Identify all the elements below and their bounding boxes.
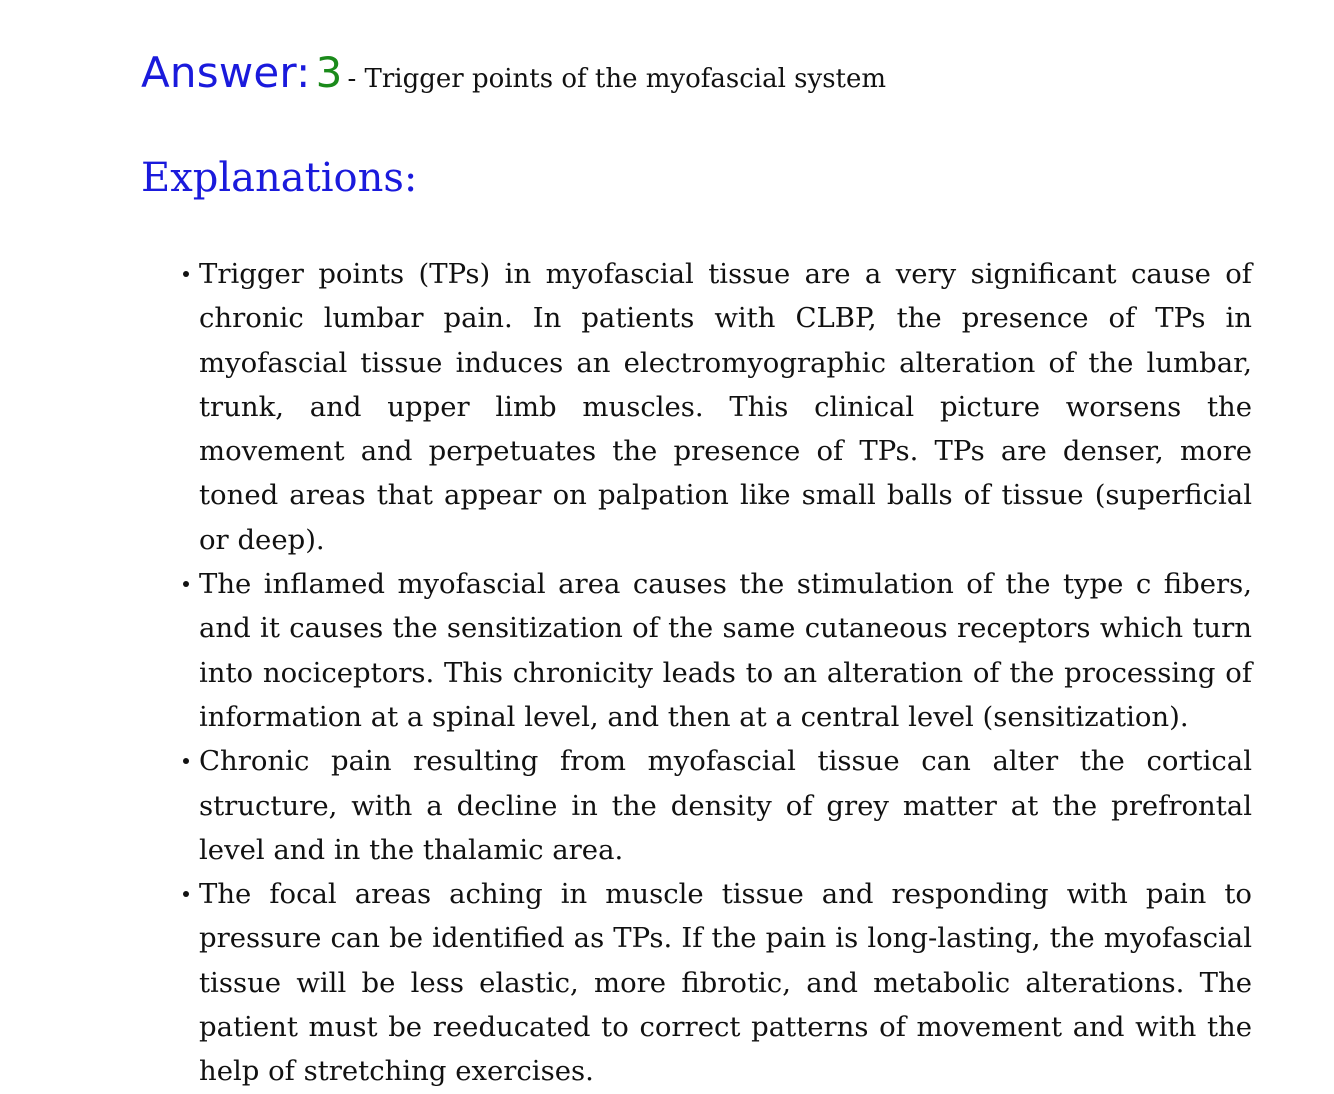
list-item — [180, 252, 1252, 562]
list-item — [180, 562, 1252, 739]
explanations-list — [180, 252, 1252, 1094]
bullet-icon — [183, 758, 189, 764]
list-item-text: Trigger points (TPs) in myofascial tissue are a very significant cause of chronic lumbar pain. In patients with CLBP, the presence of TPs in myofascial tissue induces an electromyographic alteration of the lumbar, trunk, and upper limb muscles. This clinical picture worsens the movement and perpetuates the presence of TPs. TPs are denser, more toned areas that appear on palpation like small balls of tissue (superficial or deep). — [199, 258, 1252, 556]
list-item — [180, 739, 1252, 872]
answer-label: Answer: — [141, 48, 311, 97]
list-item-text: Chronic pain resulting from myofascial tissue can alter the cortical structure, with a decline in the density of grey matter at the prefrontal level and in the thalamic area. — [199, 745, 1252, 866]
bullet-icon — [183, 271, 189, 277]
answer-number: 3 — [315, 48, 343, 97]
answer-description: - Trigger points of the myofascial system — [347, 64, 887, 94]
list-item-text: The focal areas aching in muscle tissue and responding with pain to pressure can be identified as TPs. If the pain is long-lasting, the myofascial tissue will be less elastic, more fibrotic, and metabolic alterations. The patient must be reeducated to correct patterns of movement and with the help of stretching exercises. — [199, 878, 1252, 1088]
answer-line — [141, 48, 887, 97]
list-item — [180, 872, 1252, 1093]
explanations-heading: Explanations: — [141, 155, 418, 201]
bullet-icon — [183, 581, 189, 587]
list-item-text: The inflamed myofascial area causes the stimulation of the type c fibers, and it causes the sensitization of the same cutaneous receptors which turn into nociceptors. This chronicity leads to an alteration of the processing of information at a spinal level, and then at a central level (sensitization). — [199, 568, 1252, 733]
bullet-icon — [183, 891, 189, 897]
